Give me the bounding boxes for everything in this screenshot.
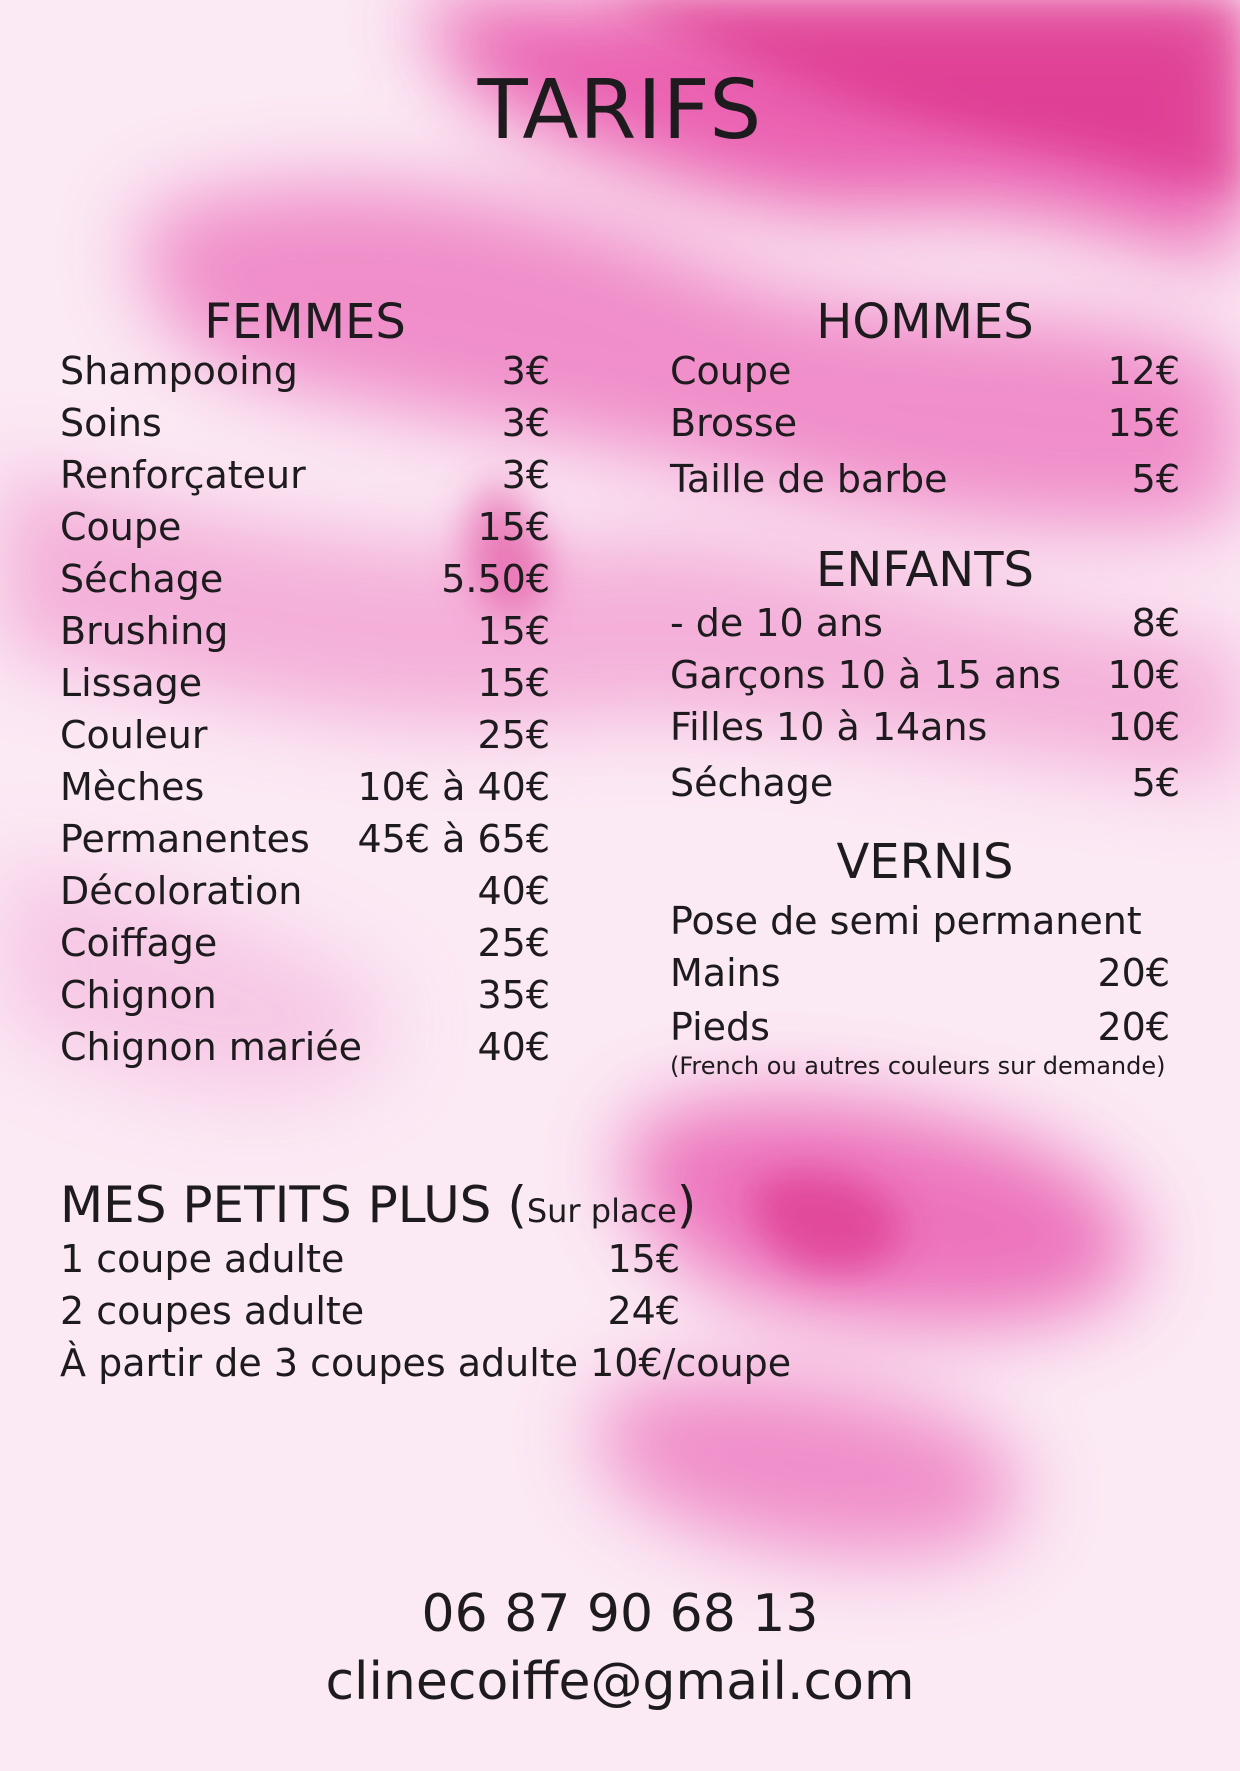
service-label: Coupe: [670, 349, 792, 393]
service-price: 15€: [477, 505, 550, 549]
service-label: Brushing: [60, 609, 229, 653]
service-label: 2 coupes adulte: [60, 1289, 365, 1333]
service-label: Permanentes: [60, 817, 310, 861]
page-title: TARIFS: [477, 63, 763, 158]
price-row: [60, 973, 550, 1017]
price-row: [60, 921, 550, 965]
service-price: 8€: [1131, 601, 1180, 645]
service-price: 3€: [501, 453, 550, 497]
price-row: [670, 349, 1180, 393]
service-label: Mèches: [60, 765, 205, 809]
service-price: 20€: [1097, 951, 1170, 995]
service-price: 20€: [1097, 1005, 1170, 1049]
service-price: 5€: [1131, 457, 1180, 501]
service-label: Pieds: [670, 1005, 770, 1049]
service-price: 15€: [1107, 401, 1180, 445]
service-price: 45€ à 65€: [357, 817, 550, 861]
price-row: [60, 609, 550, 653]
vernis-subtitle: Pose de semi permanent: [670, 899, 1142, 943]
price-row: [60, 1289, 680, 1333]
price-row: [670, 705, 1180, 749]
service-price: 24€: [607, 1289, 680, 1333]
service-label: Garçons 10 à 15 ans: [670, 653, 1062, 697]
service-price: 3€: [501, 401, 550, 445]
price-row: [60, 765, 550, 809]
price-row: [60, 349, 550, 393]
price-row: [670, 653, 1180, 697]
service-label: Décoloration: [60, 869, 303, 913]
service-price: 25€: [477, 921, 550, 965]
service-price: 12€: [1107, 349, 1180, 393]
price-row: [670, 761, 1180, 805]
service-label: Brosse: [670, 401, 798, 445]
service-price: 15€: [607, 1237, 680, 1281]
service-price: 35€: [477, 973, 550, 1017]
price-row: [60, 1025, 550, 1069]
service-price: 15€: [477, 661, 550, 705]
service-price: 10€: [1107, 705, 1180, 749]
price-row: [670, 601, 1180, 645]
service-price: 10€ à 40€: [357, 765, 550, 809]
price-row: [60, 453, 550, 497]
service-price: 25€: [477, 713, 550, 757]
price-row: [60, 817, 550, 861]
service-label: Mains: [670, 951, 781, 995]
price-row: [60, 505, 550, 549]
service-label: Filles 10 à 14ans: [670, 705, 988, 749]
service-label: Coupe: [60, 505, 182, 549]
service-price: 3€: [501, 349, 550, 393]
service-price: 15€: [477, 609, 550, 653]
price-row: [60, 661, 550, 705]
price-row: [60, 1341, 792, 1385]
service-label: À partir de 3 coupes adulte 10€/coupe: [60, 1341, 792, 1385]
service-price: 5.50€: [441, 557, 550, 601]
service-price: 40€: [477, 869, 550, 913]
hommes-title: HOMMES: [816, 294, 1034, 350]
price-row: [670, 951, 1170, 995]
enfants-title: ENFANTS: [816, 542, 1034, 598]
service-price: 5€: [1131, 761, 1180, 805]
price-row: [60, 401, 550, 445]
price-row: [670, 401, 1180, 445]
service-label: Taille de barbe: [670, 457, 948, 501]
price-row: [60, 869, 550, 913]
service-price: 10€: [1107, 653, 1180, 697]
service-label: Renforçateur: [60, 453, 306, 497]
service-label: Lissage: [60, 661, 203, 705]
service-label: Soins: [60, 401, 162, 445]
price-row: [60, 713, 550, 757]
petits-plus-title-main: MES PETITS PLUS (: [60, 1176, 527, 1234]
petits-plus-title-close: ): [676, 1176, 697, 1234]
service-label: Séchage: [670, 761, 834, 805]
femmes-title: FEMMES: [204, 294, 406, 350]
petits-plus-title: [60, 1176, 697, 1234]
service-label: Coiffage: [60, 921, 218, 965]
service-label: Couleur: [60, 713, 208, 757]
service-label: Chignon mariée: [60, 1025, 363, 1069]
service-label: 1 coupe adulte: [60, 1237, 345, 1281]
service-label: Chignon: [60, 973, 217, 1017]
service-label: - de 10 ans: [670, 601, 883, 645]
price-row: [60, 1237, 680, 1281]
price-row: [60, 557, 550, 601]
vernis-title: VERNIS: [836, 834, 1014, 890]
vernis-note: (French ou autres couleurs sur demande): [670, 1052, 1166, 1080]
service-price: 40€: [477, 1025, 550, 1069]
price-row: [670, 457, 1180, 501]
service-label: Shampooing: [60, 349, 298, 393]
contact-email: clinecoiffe@gmail.com: [325, 1652, 915, 1712]
petits-plus-title-small: Sur place: [526, 1192, 677, 1230]
contact-phone: 06 87 90 68 13: [421, 1584, 819, 1644]
service-label: Séchage: [60, 557, 224, 601]
price-row: [670, 1005, 1170, 1049]
